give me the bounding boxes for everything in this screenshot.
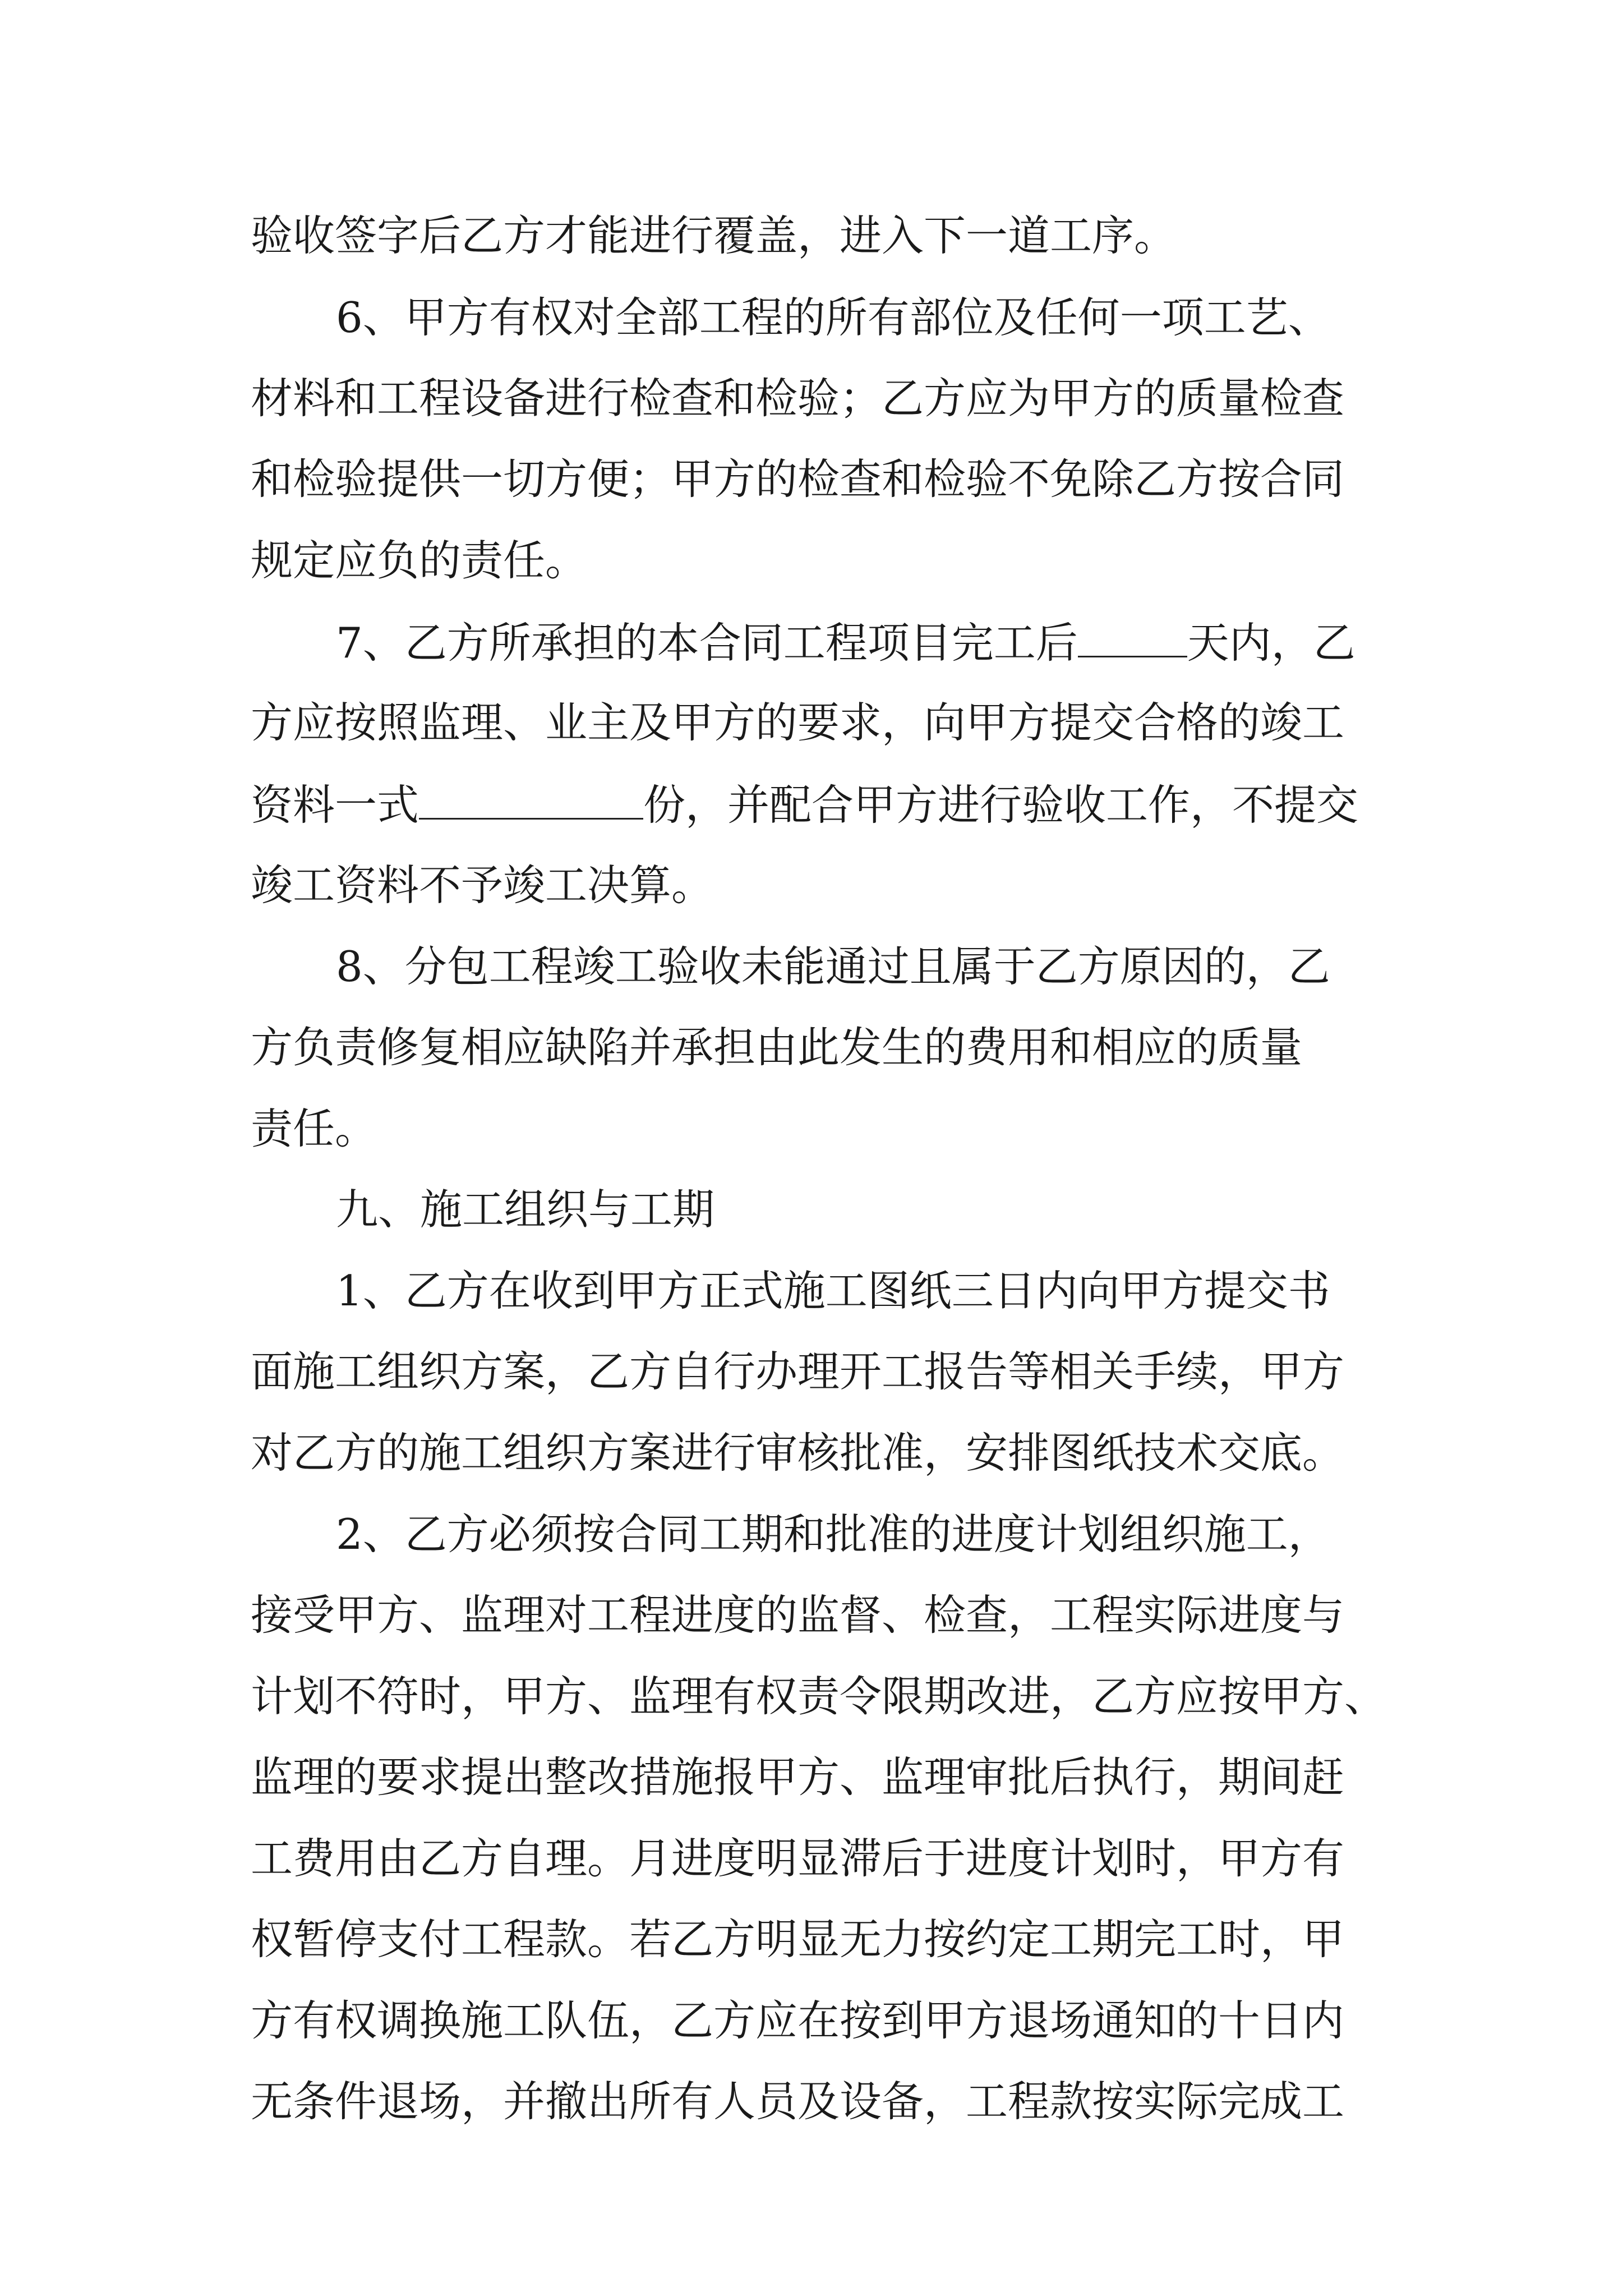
text-line: 验收签字后乙方才能进行覆盖，进入下一道工序。: [251, 211, 1177, 260]
text-segment: 资料一式: [251, 780, 419, 830]
text-line: 权暂停支付工程款。若乙方明显无力按约定工期完工时，甲: [251, 1915, 1345, 1964]
text-line: 方应按照监理、业主及甲方的要求，向甲方提交合格的竣工: [251, 698, 1345, 747]
text-line: 和检验提供一切方便；甲方的检查和检验不免除乙方按合同: [251, 454, 1345, 504]
text-line: 责任。: [251, 1104, 377, 1153]
text-segment: 份，并配合甲方进行验收工作，不提交: [643, 780, 1359, 830]
fill-in-blank: [419, 783, 643, 820]
text-segment: 7、乙方所承担的本合同工程项目完工后: [336, 618, 1078, 668]
text-line: 方有权调换施工队伍，乙方应在按到甲方退场通知的十日内: [251, 1996, 1345, 2045]
text-line: 计划不符时，甲方、监理有权责令限期改进，乙方应按甲方、: [251, 1672, 1387, 1721]
text-line: 面施工组织方案，乙方自行办理开工报告等相关手续，甲方: [251, 1347, 1345, 1396]
text-line: 材料和工程设备进行检查和检验；乙方应为甲方的质量检查: [251, 374, 1345, 423]
text-line: 6、甲方有权对全部工程的所有部位及任何一项工艺、: [336, 293, 1330, 342]
text-line: 对乙方的施工组织方案进行审核批准，安排图纸技术交底。: [251, 1428, 1345, 1478]
text-line: 监理的要求提出整改措施报甲方、监理审批后执行，期间赶: [251, 1752, 1345, 1802]
text-line: 规定应负的责任。: [251, 536, 588, 585]
section-heading: 九、施工组织与工期: [336, 1185, 715, 1234]
text-line: [251, 780, 1359, 830]
text-line: 2、乙方必须按合同工期和批准的进度计划组织施工，: [336, 1510, 1330, 1559]
fill-in-blank: [1078, 621, 1187, 657]
text-line: [336, 618, 1355, 668]
text-line: 工费用由乙方自理。月进度明显滞后于进度计划时，甲方有: [251, 1834, 1345, 1883]
text-line: 方负责修复相应缺陷并承担由此发生的费用和相应的质量: [251, 1023, 1303, 1072]
text-line: 竣工资料不予竣工决算。: [251, 861, 714, 910]
text-line: 接受甲方、监理对工程进度的监督、检查，工程实际进度与: [251, 1590, 1345, 1640]
text-segment: 天内，乙: [1187, 618, 1355, 668]
text-line: 8、分包工程竣工验收未能通过且属于乙方原因的，乙: [336, 942, 1330, 991]
text-line: 1、乙方在收到甲方正式施工图纸三日内向甲方提交书: [336, 1266, 1330, 1315]
text-line: 无条件退场，并撤出所有人员及设备，工程款按实际完成工: [251, 2077, 1345, 2126]
